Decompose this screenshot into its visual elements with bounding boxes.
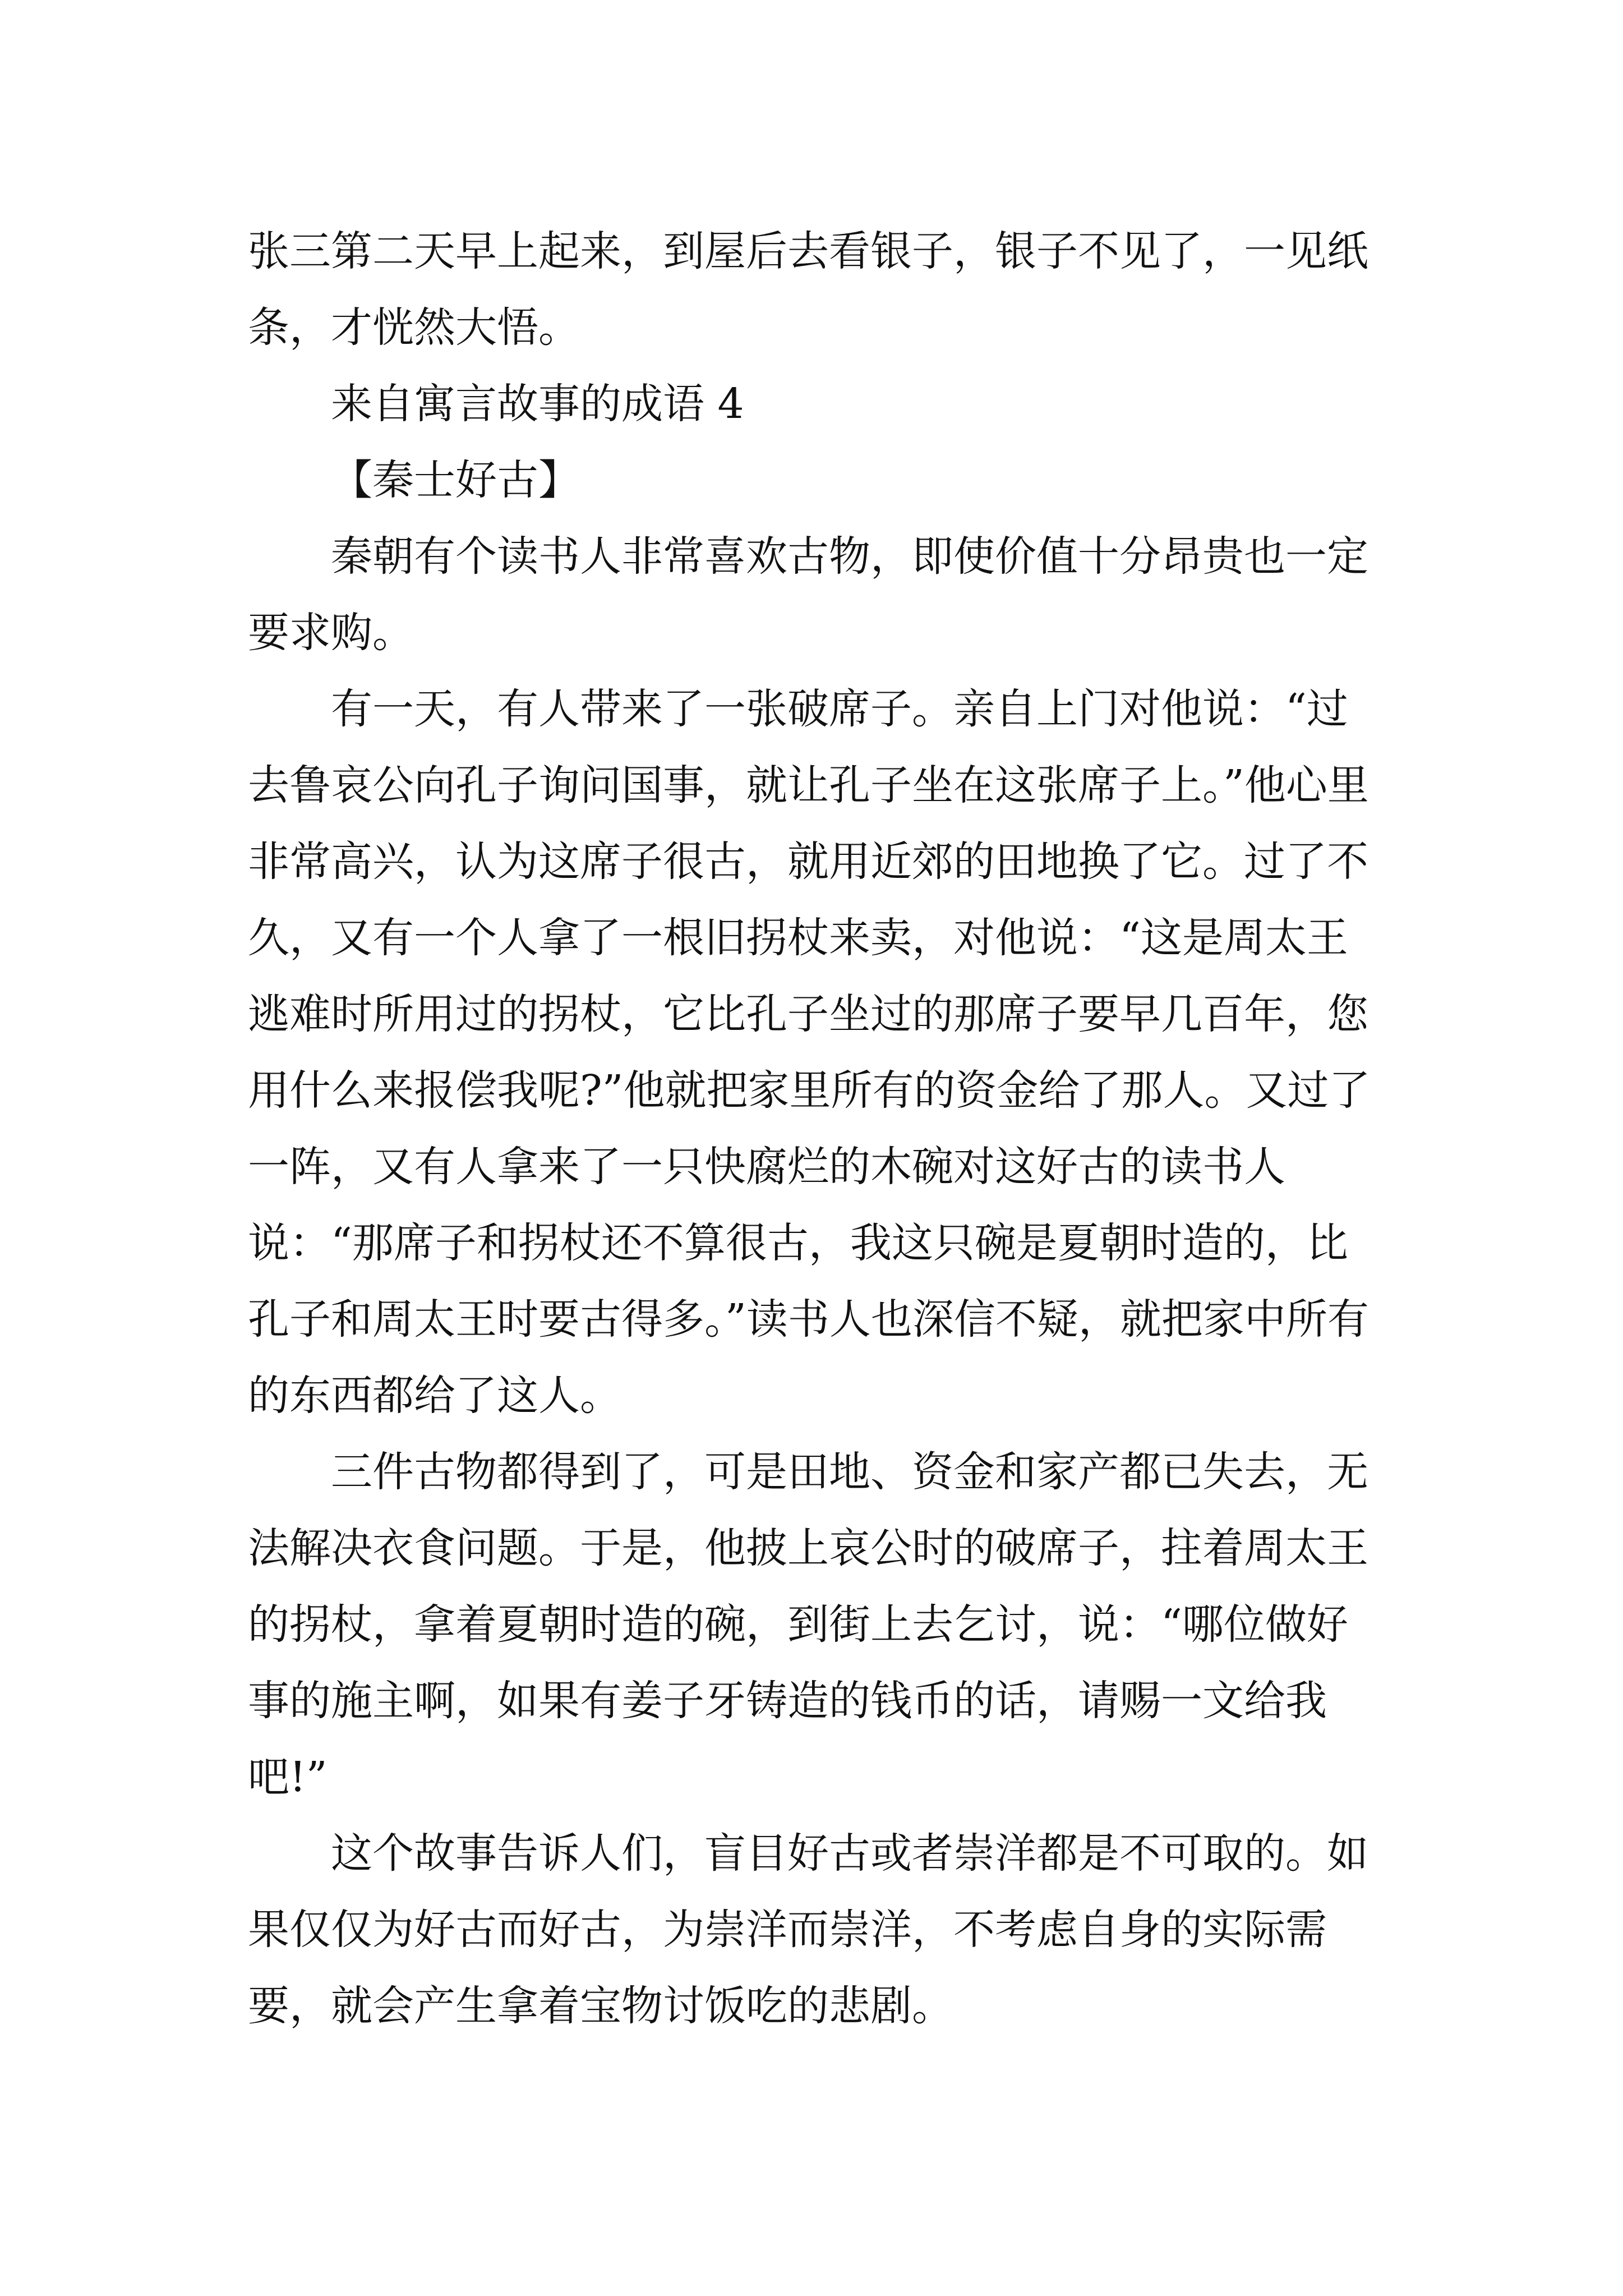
paragraph: 三件古物都得到了，可是田地、资金和家产都已失去，无法解决衣食问题。于是，他披上哀公时的破席子，拄着周太王的拐杖，拿着夏朝时造的碗，到街上去乞讨，说：“哪位做好事的施主啊，如果有姜子牙铸造的钱币的话，请赐一文给我吧!” [248, 1448, 1368, 1801]
paragraph-continuation: 张三第二天早上起来，到屋后去看银子，银子不见了，一见纸条，才恍然大悟。 [248, 227, 1368, 352]
paragraph: 这个故事告诉人们，盲目好古或者崇洋都是不可取的。如果仅仅为好古而好古，为崇洋而崇洋，不考虑自身的实际需要，就会产生拿着宝物讨饭吃的悲剧。 [248, 1829, 1368, 2030]
story-title: 【秦士好古】 [331, 456, 580, 504]
section-heading: 来自寓言故事的成语 4 [331, 380, 744, 428]
document-body [248, 213, 1389, 2044]
paragraph: 秦朝有个读书人非常喜欢古物，即使价值十分昂贵也一定要求购。 [248, 532, 1368, 657]
paragraph: 有一天，有人带来了一张破席子。亲自上门对他说：“过去鲁哀公向孔子询问国事，就让孔子坐在这张席子上。”他心里非常高兴，认为这席子很古，就用近郊的田地换了它。过了不久，又有一个人拿了一根旧拐杖来卖，对他说：“这是周太王逃难时所用过的拐杖，它比孔子坐过的那席子要早几百年，您用什么来报偿我呢?”他就把家里所有的资金给了那人。又过了一阵，又有人拿来了一只快腐烂的木碗对这好古的读书人说：“那席子和拐杖还不算很古，我这只碗是夏朝时造的，比孔子和周太王时要古得多。”读书人也深信不疑，就把家中所有的东西都给了这人。 [248, 685, 1371, 1420]
